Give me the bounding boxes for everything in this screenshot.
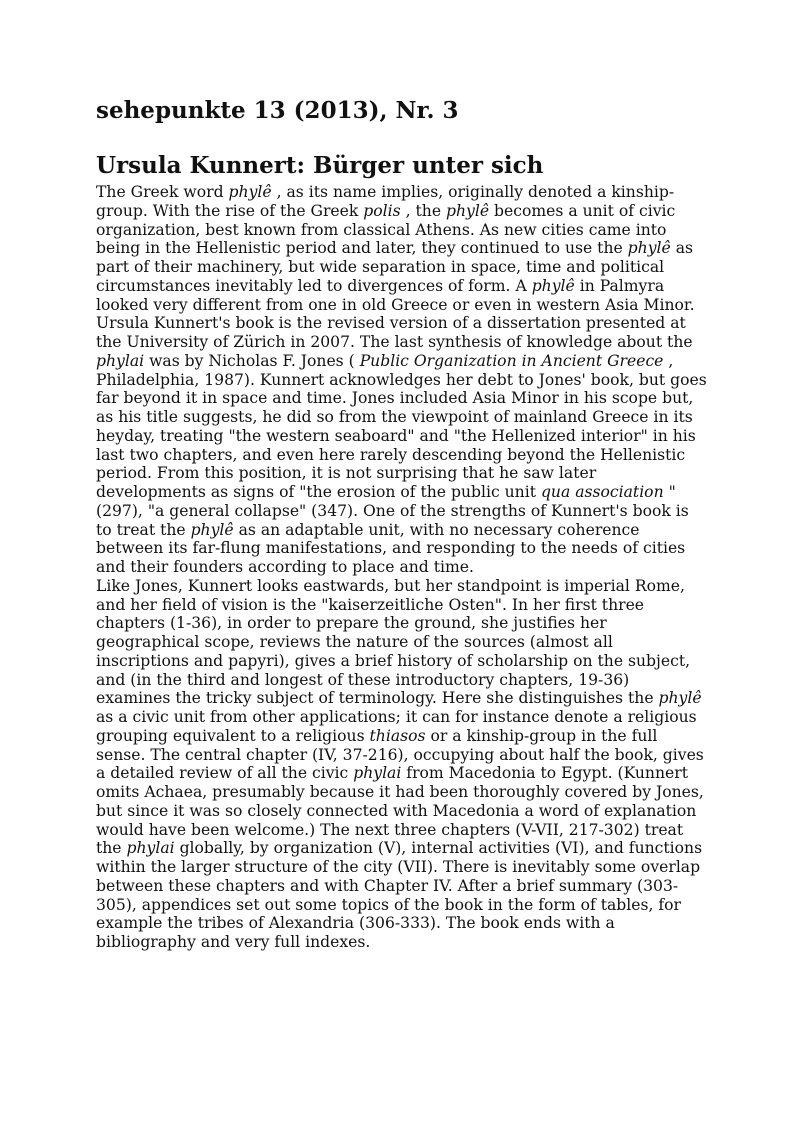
italic-term: phylê: [190, 520, 234, 539]
italic-term: phylai: [353, 764, 402, 783]
book-title: Public Organization in Ancient Greece: [359, 351, 664, 370]
text-run: becomes a unit of civic organization, best known from classical Athens. As new cities came into being in the Hellenistic period and later, they continued to use the: [96, 201, 676, 258]
italic-term: phylê: [228, 183, 272, 201]
italic-term: phylê: [446, 201, 490, 220]
text-run: as part of their machinery, but wide separation in space, time and political circumstances inevitably led to divergences of form. A: [96, 239, 693, 295]
italic-term: thiasos: [369, 726, 426, 745]
italic-term: phylê: [627, 239, 671, 258]
text-run: from Macedonia to Egypt. (Kunnert omits Achaea, presumably because it had been thoroughly covered by Jones, but since it was so closely connected with Macedonia a word of explanation would have been welcome.) The next three chapters (V-VII, 217-302) treat the: [96, 764, 704, 858]
italic-term: phylê: [658, 689, 702, 708]
text-run: as an adaptable unit, with no necessary coherence between its far-flung manifestations, and responding to the needs of cities and their founders according to place and time.: [96, 520, 686, 576]
paragraph-1: [96, 183, 708, 314]
text-run: was by Nicholas F. Jones (: [144, 351, 360, 370]
italic-term: polis: [363, 201, 401, 220]
text-run: Ursula Kunnert's book is the revised version of a dissertation presented at the University of Zürich in 2007. The last synthesis of knowledge about the: [96, 314, 693, 351]
review-body: [96, 183, 708, 952]
text-run: " (297), "a general collapse" (347). One of the strengths of Kunnert's book is to treat the: [96, 483, 689, 539]
text-run: The Greek word: [96, 183, 229, 201]
text-run: or a kinship-group in the full sense. The central chapter (IV, 37-216), occupying about half the book, gives a detailed review of all the civic: [96, 726, 704, 783]
paragraph-3: [96, 577, 708, 952]
italic-term: qua association: [540, 483, 664, 501]
text-run: as a civic unit from other applications; it can for instance denote a religious grouping equivalent to a religious: [96, 708, 697, 745]
italic-term: phylai: [96, 351, 145, 370]
italic-term: phylê: [531, 276, 575, 295]
text-run: in Palmyra looked very different from one in old Greece or even in western Asia Minor.: [96, 276, 695, 314]
review-title: Ursula Kunnert: Bürger unter sich: [96, 152, 544, 179]
text-run: , as its name implies, originally denoted a kinship-group. With the rise of the Greek: [96, 183, 675, 220]
text-run: globally, by organization (V), internal activities (VI), and functions within the larger structure of the city (VII). There is inevitably some overlap between these chapters and with Chapter IV. After a brief summary (303-305), appendices set out some topics of the book in the form of tables, for example the tribes of Alexandria (306-333). The book ends with a bibliography and very full indexes.: [96, 839, 703, 951]
text-run: , the: [400, 201, 447, 220]
issue-heading: sehepunkte 13 (2013), Nr. 3: [96, 97, 459, 124]
italic-term: phylai: [126, 839, 175, 858]
paragraph-2: [96, 314, 708, 577]
text-run: , Philadelphia, 1987). Kunnert acknowledges her debt to Jones' book, but goes far beyond it in space and time. Jones included Asia Minor in his scope but, as his title suggests, he did so from the viewpoint of mainland Greece in its heyday, treating "the western seaboard" and "the Hellenized interior" in his last two chapters, and even here rarely descending beyond the Hellenistic period. From this position, it is not surprising that he saw later developments as signs of "the erosion of the public unit: [96, 351, 707, 501]
text-run: Like Jones, Kunnert looks eastwards, but her standpoint is imperial Rome, and her field of vision is the "kaiserzeitliche Osten". In her first three chapters (1-36), in order to prepare the ground, she justifies her geographical scope, reviews the nature of the sources (almost all inscriptions and papyri), gives a brief history of scholarship on the subject, and (in the third and longest of these introductory chapters, 19-36) examines the tricky subject of terminology. Here she distinguishes the: [96, 576, 691, 708]
